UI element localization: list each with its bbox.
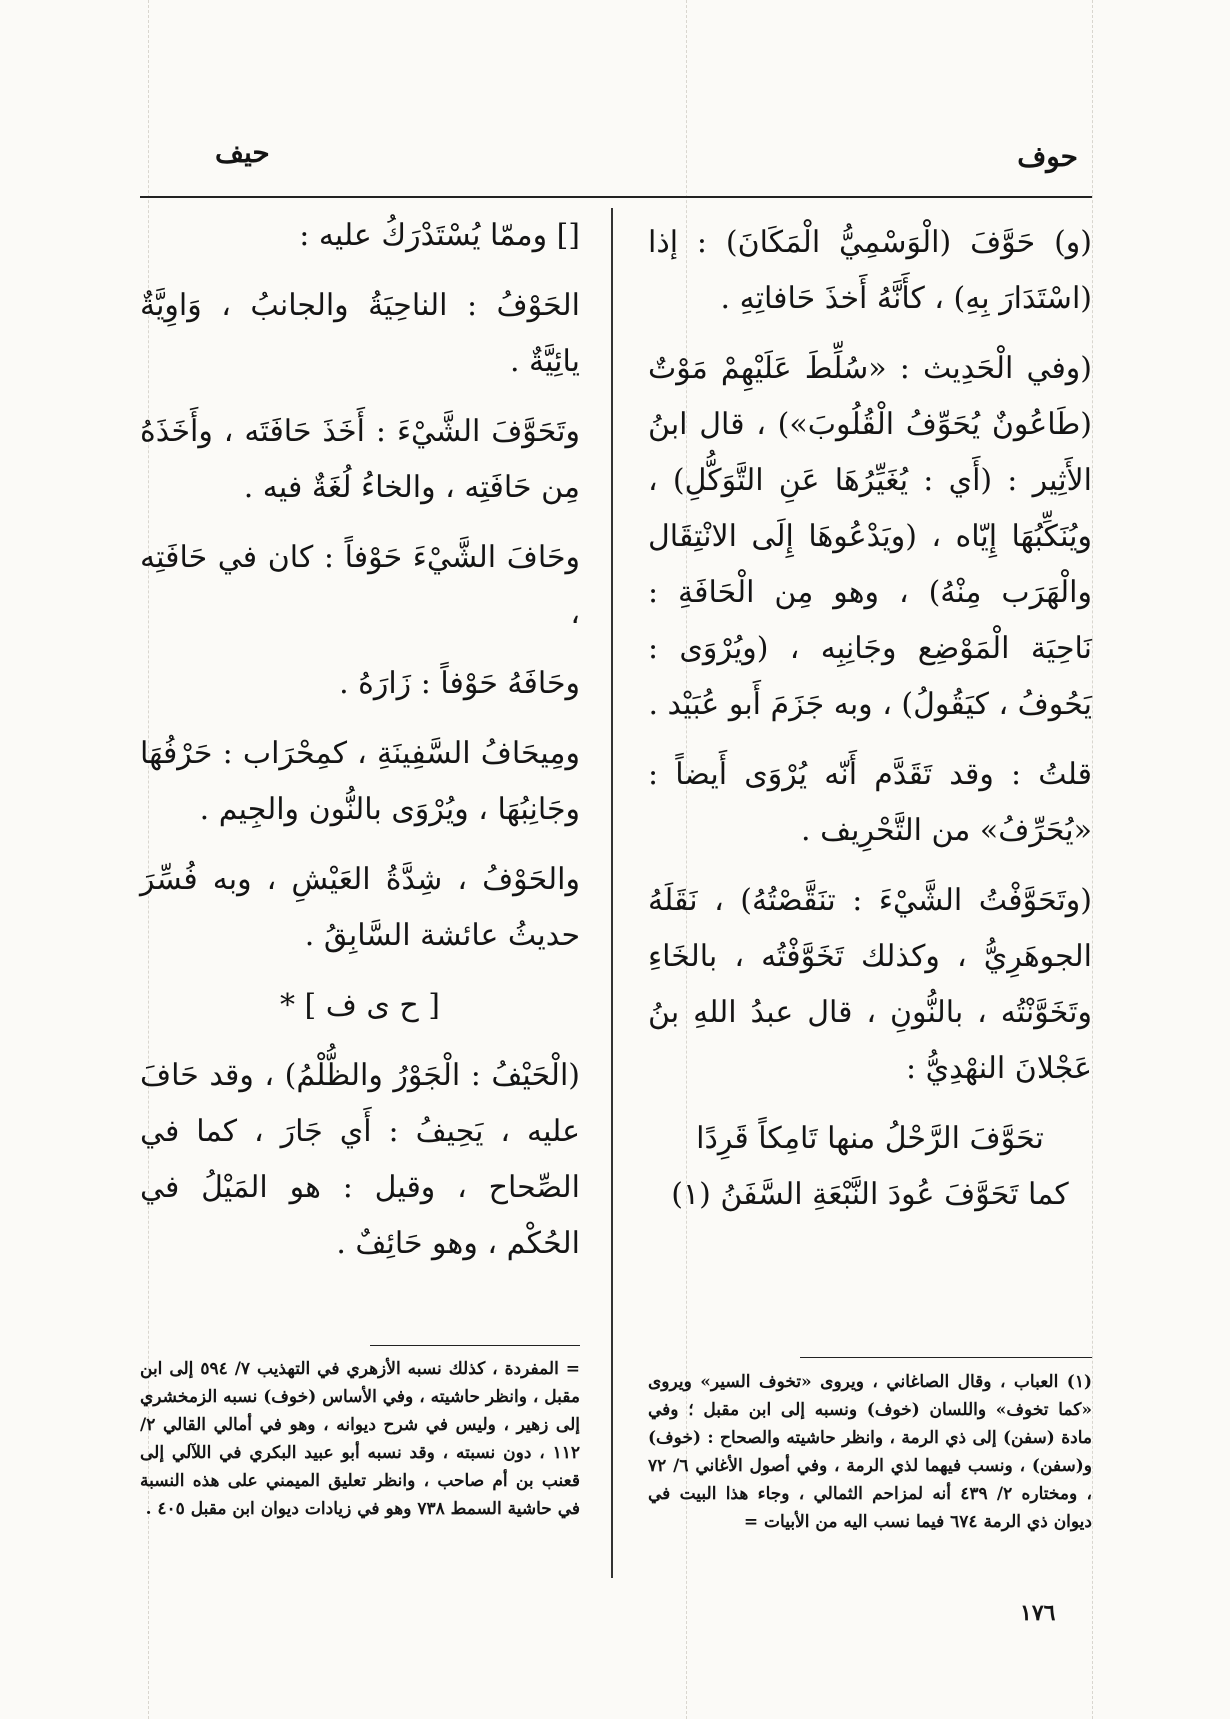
paragraph: قلتُ : وقد تَقَدَّم أَنّه يُرْوَى أَيضاً : «يُحَرِّفُ» من التَّحْرِيف . <box>648 757 1092 848</box>
scan-guide-line <box>1092 0 1093 1719</box>
paragraph: [] وممّا يُسْتَدْرَكُ عليه : <box>299 218 580 253</box>
paragraph: ومِيحَافُ السَّفِينَةِ ، كمِحْرَاب : حَرْفُهَا وجَانِبُهَا ، ويُرْوَى بالنُّون والجِيم . <box>140 736 580 827</box>
paragraph: وتَحَوَّفَ الشَّيْءَ : أَخَذَ حَافَتَه ، وأَخَذَهُ مِن حَافَتِه ، والخاءُ لُغَةٌ فيه . <box>140 414 580 505</box>
paragraph: وحَافَهُ حَوْفاً : زَارَهُ . <box>339 666 580 701</box>
paragraph: (وفي الْحَدِيث : «سُلِّطَ عَلَيْهِمْ مَوْتٌ (طَاعُونٌ يُحَوِّفُ الْقُلُوبَ») ، قال ابنُ الأَثِير : (أَي : يُغَيِّرُهَا عَنِ التَّوَكُّلِ) ، ويُنَكِّبُهَا إِيّاه ، (ويَدْعُوهَا إِلَى الانْتِقَال والْهَرَب مِنْهُ) ، وهو مِن الْحَافَةِ : نَاحِيَة الْمَوْضِع وجَانِبِه ، (ويُرْوَى : يَحُوفُ ، كيَقُولُ) ، وبه جَزَمَ أَبو عُبَيْد . <box>648 351 1092 722</box>
paragraph: وحَافَ الشَّيْءَ حَوْفاً : كان في حَافَتِه ، <box>140 540 580 631</box>
poem-line-1: تحَوَّفَ الرَّحْلُ منها تَامِكاً قَرِدًا <box>696 1121 1044 1156</box>
footnote-rule <box>370 1345 580 1346</box>
paragraph: (وتَحَوَّفْتُ الشَّيْءَ : تنَقَّصْتُهُ) ، نَقَلَهُ الجوهَرِيُّ ، وكذلك تَخَوَّفْتُه ، بالخَاءِ وتَخَوَّنْتُه ، بالنُّونِ ، قال عبدُ اللهِ بنُ عَجْلانَ النهْدِيُّ : <box>648 883 1092 1086</box>
right-column <box>648 215 1092 1223</box>
footnote-left <box>140 1355 580 1523</box>
header-rule <box>140 196 1092 198</box>
footnote-text: = المفردة ، كذلك نسبه الأزهري في التهذيب ٧/ ٥٩٤ إلى ابن مقبل ، وانظر حاشيته ، وفي الأساس (خوف) نسبه الزمخشري إلى زهير ، وليس في شرح ديوانه ، وهو في أمالي القالي ٢/ ١١٢ ، دون نسبته ، وقد نسبه أبو عبيد البكري في اللآلي إلى قعنب بن أم صاحب ، وانظر تعليق الميمني على هذه النسبة في حاشية السمط ٧٣٨ وهو في زيادات ديوان ابن مقبل ٤٠٥ . <box>140 1359 580 1519</box>
paragraph: والحَوْفُ ، شِدَّةُ العَيْشِ ، وبه فُسِّرَ حديثُ عائشة السَّابِقُ . <box>140 862 580 953</box>
footnote-text: (١) العباب ، وقال الصاغاني ، ويروى «تخوف السير» ويروى «كما تخوف» واللسان (خوف) ونسبه إلى ابن مقبل ؛ وفي مادة (سفن) إلى ذي الرمة ، وانظر حاشيته والصحاح : (خوف) و(سفن) ، ونسب فيهما لذي الرمة ، وفي أصول الأغاني ٦/ ٧٢ ، ومختاره ٢/ ٤٣٩ أنه لمزاحم الثمالي ، وجاء هذا البيت في ديوان ذي الرمة ٦٧٤ فيما نسب اليه من الأبيات = <box>648 1372 1092 1532</box>
header-left-word: حيف <box>215 136 270 169</box>
poem-line-2: كما تَحَوَّفَ عُودَ النَّبْعَةِ السَّفَنُ (١) <box>671 1177 1069 1212</box>
paragraph: (و) حَوَّفَ (الْوَسْمِيُّ الْمَكَانَ) : إذا (اسْتَدَارَ بِهِ) ، كأَنَّهُ أَخذَ حَافاتِهِ . <box>648 225 1092 316</box>
footnote-right <box>648 1368 1092 1536</box>
header-right-word: حوف <box>1017 140 1078 173</box>
page-number: ١٧٦ <box>1020 1600 1056 1626</box>
poem-verse <box>648 1111 1092 1223</box>
entry-definition: (الْحَيْفُ : الْجَوْرُ والظُّلْمُ) ، وقد حَافَ عليه ، يَحِيفُ : أَي جَارَ ، كما في الصِّحاح ، وقيل : هو المَيْلُ في الحُكْم ، وهو حَائِفٌ . <box>140 1058 580 1261</box>
paragraph: الحَوْفُ : الناحِيَةُ والجانبُ ، وَاوِيَّةٌ يائِيَّةٌ . <box>140 288 580 379</box>
column-divider <box>611 208 613 1578</box>
footnote-rule <box>800 1357 1092 1358</box>
left-column <box>140 208 580 1286</box>
entry-heading: [ ح ى ف ] * <box>279 988 441 1023</box>
